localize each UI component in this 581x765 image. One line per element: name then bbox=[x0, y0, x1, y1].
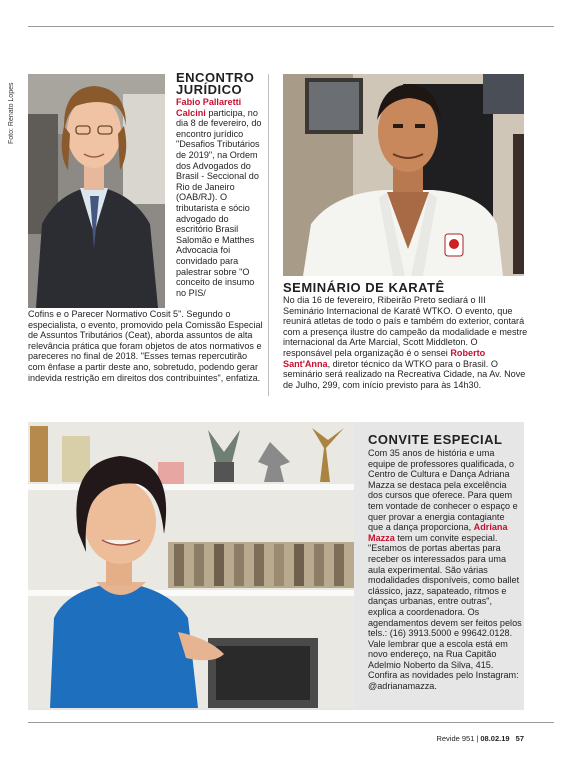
adriana-mazza-name: Adriana Mazza bbox=[368, 522, 508, 543]
encontro-column-text: participa, no dia 8 de fevereiro, do encontro jurídico "Desafios Tributários de 2019", na Ordem dos Advogados do Brasil - Seccional do Rio de Janeiro (OAB/RJ). O tributarista e sócio advogado do escritório Brasil Salomão e Matthes Advocacia foi convidado para palestrar sobre "O conceito de insumo no PIS/ bbox=[176, 107, 262, 298]
convite-text-after: tem um convite especial. "Estamos de portas abertas para receber os interessados para uma aula experimental. São várias modalidades disponíveis, como ballet clássico, jazz, sapateado, ritmos e danças urbanas, entre outras", explica a coordenadora. Os agendamentos devem ser feitos pelos tels.: (16) 3913.5000 e 99642.0128. Vale lembrar que a escola está em novo endereço, na Rua Capitão Adelmio Noberto da Silva, 415. Confira as novidades pelo Instagram: @adrianamazza. bbox=[368, 532, 522, 692]
convite-text-before: Com 35 anos de história e uma equipe de professores qualificada, o Centro de Cultura e Dança Adriana Mazza se destaca pela excelência dos cursos que oferece. Para quem tem vontade de conhecer o espaço e quer provar a energia contagiante que a dança proporciona, bbox=[368, 448, 518, 533]
convite-especial-text bbox=[368, 448, 522, 692]
convite-especial-headline: CONVITE ESPECIAL bbox=[368, 432, 503, 447]
seminario-karate-headline: SEMINÁRIO DE KARATÊ bbox=[283, 280, 445, 295]
photo-fabio-calcini bbox=[28, 74, 165, 308]
column-divider bbox=[268, 74, 269, 396]
photo-credit: Foto: Renato Lopes bbox=[8, 82, 15, 144]
top-rule bbox=[28, 26, 554, 27]
footer-separator: | bbox=[476, 734, 479, 743]
encontro-juridico-text-column bbox=[176, 97, 264, 298]
page-number: 57 bbox=[515, 734, 524, 743]
bottom-rule bbox=[28, 722, 554, 723]
photo-roberto-santanna bbox=[283, 74, 524, 276]
page-footer bbox=[420, 734, 524, 743]
magazine-issue: Revide 951 bbox=[436, 734, 475, 743]
issue-date: 08.02.19 bbox=[480, 734, 510, 743]
photo-adriana-mazza bbox=[28, 422, 354, 708]
seminario-text-after: , diretor técnico da WTKO para o Brasil. O seminário será realizado na Recreativa Cidade, na Av. Nove de Julho, 299, com início previsto para às 14h30. bbox=[283, 358, 526, 390]
roberto-santanna-name: Roberto Sant'Anna bbox=[283, 347, 486, 369]
encontro-juridico-headline: ENCONTRO JURÍDICO bbox=[176, 70, 255, 97]
seminario-karate-text bbox=[283, 295, 528, 390]
fabio-calcini-name: Fabio Pallaretti Calcini bbox=[176, 97, 242, 118]
seminario-text-before: No dia 16 de fevereiro, Ribeirão Preto sediará o III Seminário Internacional de Karatê WTKO. O evento, que reunirá atletas de todo o país e também do exterior, contará com a presença ilustre do campeão da modalidade e mestre internacional da Arte Marcial, Scott Middleton. O responsável pela organização é o sensei bbox=[283, 295, 528, 358]
encontro-juridico-text-wide: Cofins e o Parecer Normativo Cosit 5". Segundo o especialista, o evento, promovido pela Comissão Especial de Assuntos Tributários (Ceat), aborda assuntos de alta relevância prática que foram objetos de atos normativos e pareceres no final de 2018. "Esses temas repercutirão com ênfase a partir deste ano, sobretudo, podendo gerar indevida restrição em direitos dos contribuintes", enfatiza. bbox=[28, 309, 263, 383]
